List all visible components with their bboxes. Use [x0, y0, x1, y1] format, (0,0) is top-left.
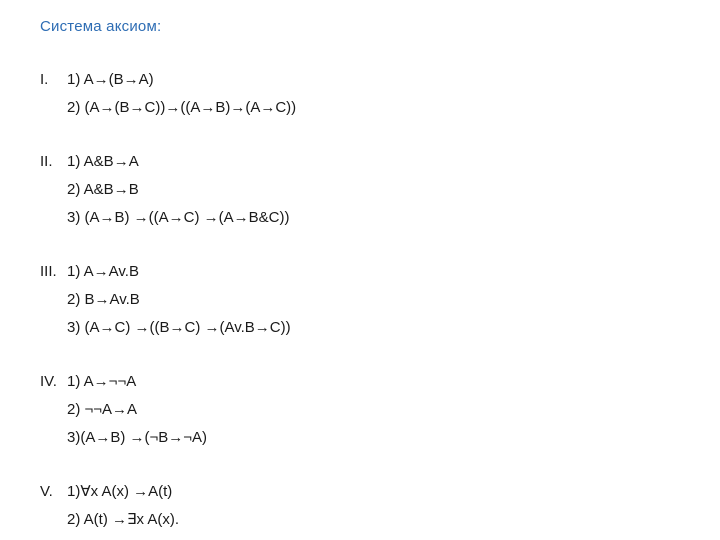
axiom: 2) ¬¬A→A — [67, 401, 138, 418]
group-numeral: III. — [40, 263, 57, 280]
group-numeral: I. — [40, 71, 49, 88]
page-title: Система аксиом: — [40, 18, 162, 35]
axiom: 1) A→(B→A) — [67, 71, 154, 88]
axiom: 1) A→Av.B — [67, 263, 139, 280]
axiom: 1)∀x A(x) →A(t) — [67, 483, 173, 500]
axiom: 2) A(t) →∃x A(x). — [67, 511, 179, 528]
axiom: 3)(A→B) →(¬B→¬A) — [67, 429, 208, 446]
group-numeral: IV. — [40, 373, 57, 390]
axiom: 3) (A→B) →((A→C) →(A→B&C)) — [67, 209, 290, 226]
axiom: 3) (A→C) →((B→C) →(Av.B→C)) — [67, 319, 291, 336]
axiom: 1) A→¬¬A — [67, 373, 137, 390]
axiom: 2) A&B→B — [67, 181, 139, 198]
axiom: 2) B→Av.B — [67, 291, 140, 308]
group-numeral: V. — [40, 483, 53, 500]
axiom: 2) (A→(B→C))→((A→B)→(A→C)) — [67, 99, 297, 116]
group-numeral: II. — [40, 153, 53, 170]
axiom: 1) A&B→A — [67, 153, 139, 170]
